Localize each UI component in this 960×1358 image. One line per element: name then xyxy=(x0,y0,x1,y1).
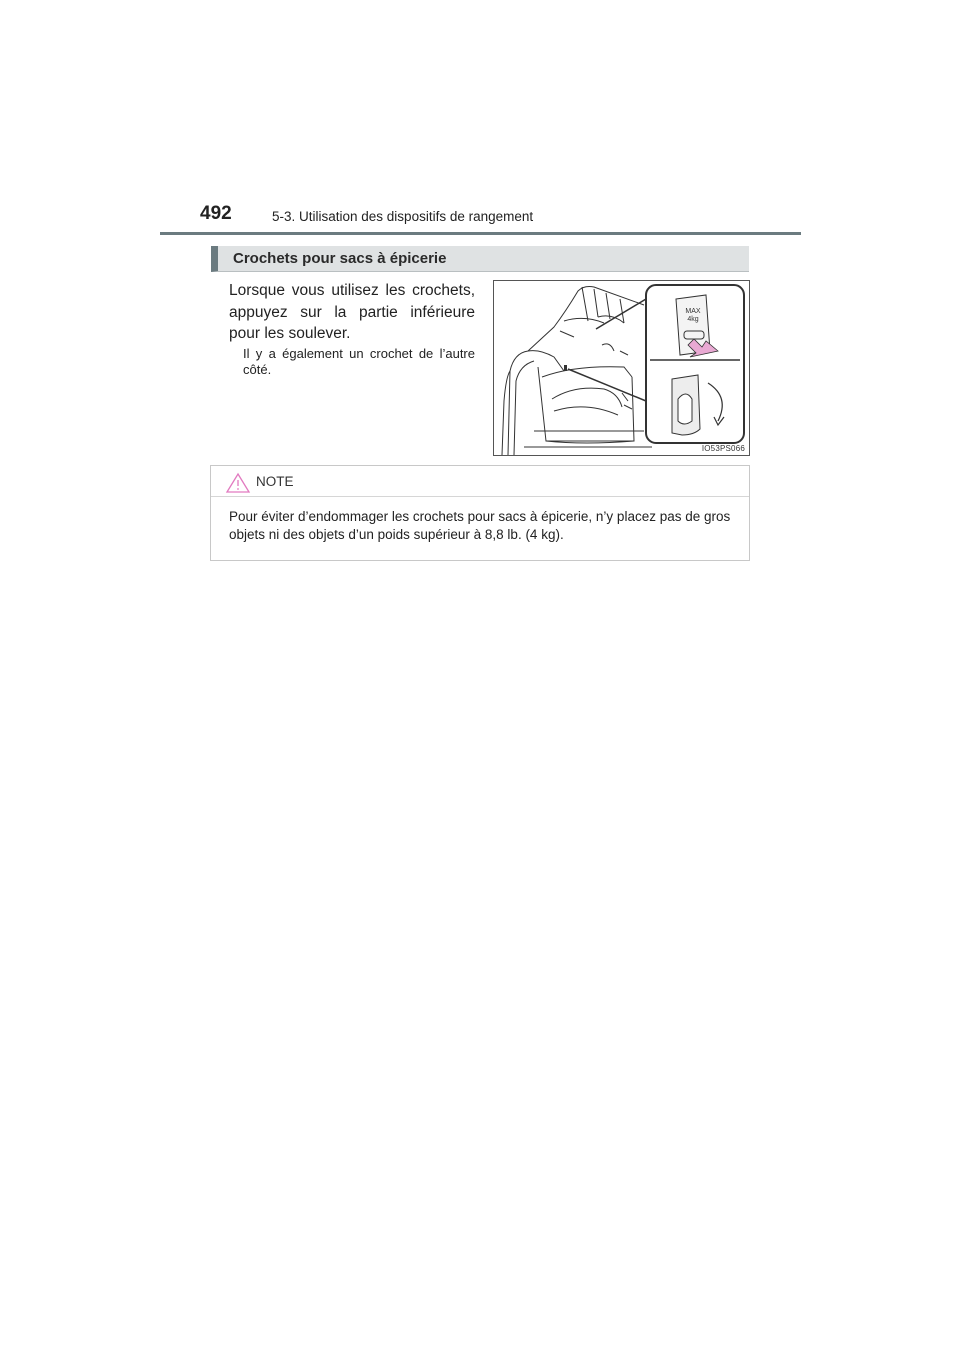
page-number: 492 xyxy=(200,203,232,224)
note-text: Pour éviter d’endommager les crochets pour sacs à épicerie, n’y placez pas de gros objets ni des objets d’un poids supérieur à 8,8 lb. (4 kg). xyxy=(229,509,731,542)
trunk-drawing xyxy=(494,281,749,455)
chapter-title: 5-3. Utilisation des dispositifs de rangement xyxy=(272,209,534,224)
note-label: NOTE xyxy=(256,474,294,489)
warning-triangle-icon xyxy=(225,472,251,494)
header-divider xyxy=(160,232,801,235)
grocery-hook-illustration xyxy=(493,280,750,456)
hook-max-label: MAX xyxy=(685,308,701,315)
instruction-text: Lorsque vous utilisez les crochets, appuyez sur la partie inférieure pour les soulever. xyxy=(229,282,475,342)
note-box xyxy=(210,465,750,561)
hook-weight-label: 4kg xyxy=(687,316,699,323)
figure-code: IO53PS066 xyxy=(701,444,745,453)
sub-note-text: Il y a également un crochet de l’autre côté. xyxy=(243,346,475,377)
hook-location-marker xyxy=(564,365,567,371)
note-header xyxy=(211,466,749,497)
section-heading-bar xyxy=(211,246,749,272)
section-title: Crochets pour sacs à épicerie xyxy=(233,250,447,267)
